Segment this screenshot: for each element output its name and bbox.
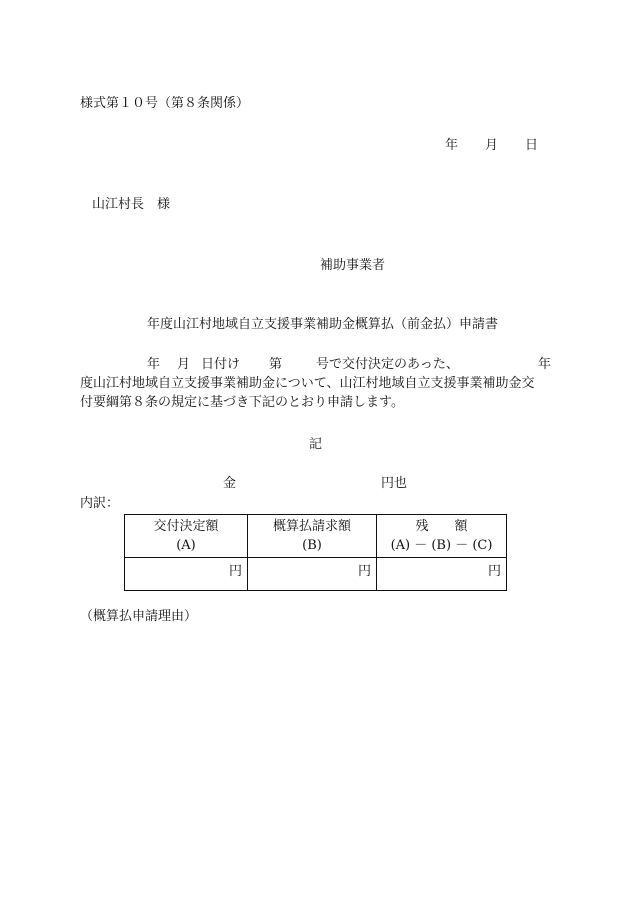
header-sub: (B) xyxy=(302,538,322,553)
body-line-3: 付要綱第８条の規定に基づき下記のとおり申請します。 xyxy=(80,395,404,410)
value-cell-a[interactable]: 円 xyxy=(125,558,248,591)
body-nendo: 年 xyxy=(538,357,552,372)
body-line-2: 度山江村地域自立支援事業補助金について、山江村地域自立支援事業補助金交 xyxy=(80,376,535,391)
amount-yen: 円也 xyxy=(381,476,408,491)
header-cell-a xyxy=(125,515,248,558)
reason-label: （概算払申請理由） xyxy=(80,609,198,624)
applicant-label: 補助事業者 xyxy=(320,258,386,273)
body-month: 月 xyxy=(177,357,191,372)
header-label: 交付決定額 xyxy=(153,519,219,534)
header-cell-b xyxy=(248,515,377,558)
header-sub: (A) xyxy=(176,538,196,553)
date-month: 月 xyxy=(485,138,499,153)
header-cell-c xyxy=(377,515,507,558)
value-cell-b[interactable]: 円 xyxy=(248,558,377,591)
ki-heading: 記 xyxy=(309,437,323,452)
body-dai: 第 xyxy=(269,357,283,372)
body-year: 年 xyxy=(147,357,161,372)
breakdown-label: 内訳： xyxy=(80,496,120,511)
body-go: 号で交付決定のあった、 xyxy=(316,357,459,372)
amount-kin: 金 xyxy=(223,476,237,491)
date-year: 年 xyxy=(445,138,459,153)
form-number: 様式第１０号（第８条関係） xyxy=(80,96,250,111)
table-header-row xyxy=(125,515,507,558)
date-line xyxy=(445,139,538,152)
header-label: 残 額 xyxy=(415,519,468,534)
table-value-row xyxy=(125,558,507,591)
header-sub: (A) － (B) － (C) xyxy=(390,538,493,553)
addressee: 山江村長 様 xyxy=(92,197,171,212)
body-day: 日付け xyxy=(201,357,241,372)
header-label: 概算払請求額 xyxy=(272,519,351,534)
value-cell-c[interactable]: 円 xyxy=(377,558,507,591)
body-line-1 xyxy=(80,355,550,374)
breakdown-table xyxy=(124,514,507,591)
document-title: 年度山江村地域自立支援事業補助金概算払（前金払）申請書 xyxy=(147,317,499,332)
date-day: 日 xyxy=(525,138,539,153)
body-paragraph xyxy=(80,355,550,412)
